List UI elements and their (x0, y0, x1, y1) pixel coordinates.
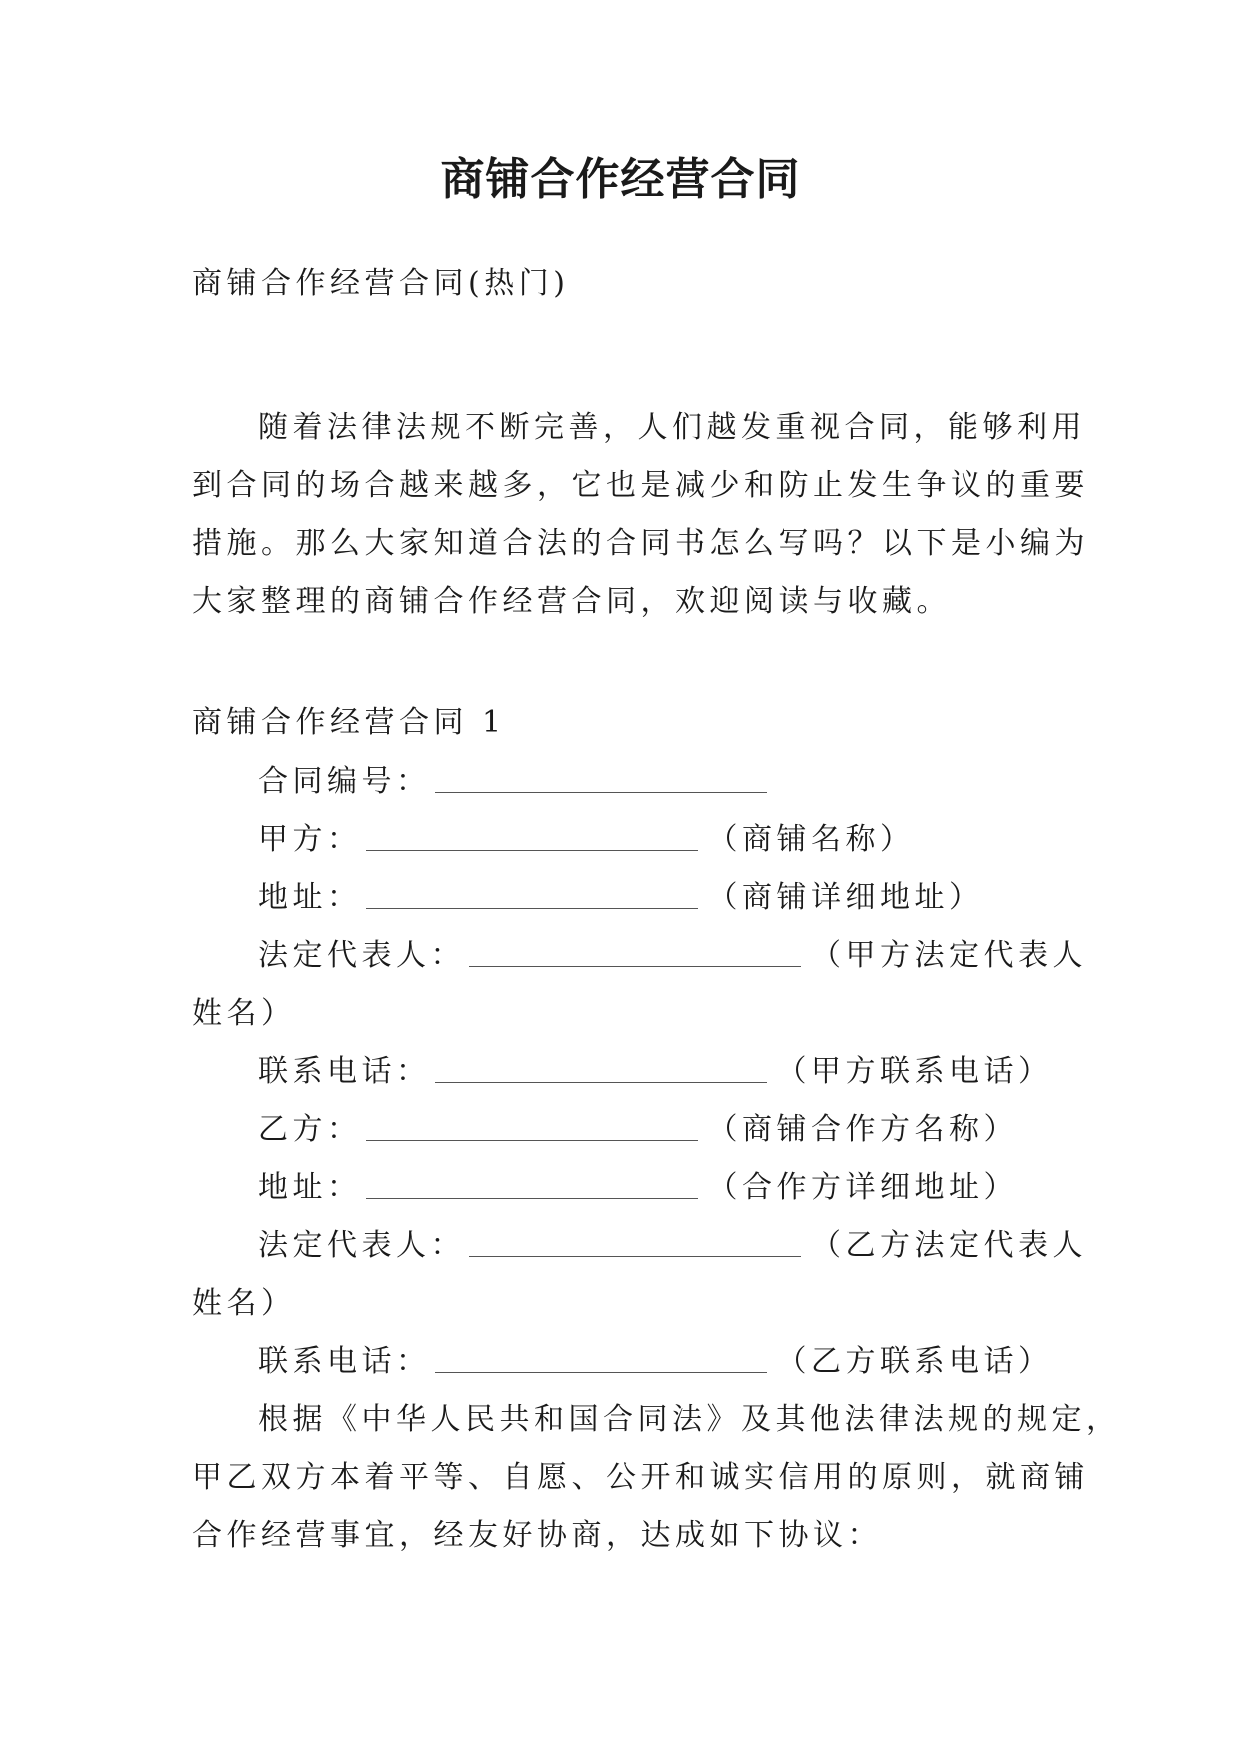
field-note: （商铺名称） (707, 822, 915, 857)
field-party-a-address (258, 878, 984, 918)
intro-line: 大家整理的商铺合作经营合同，欢迎阅读与收藏。 (192, 584, 951, 619)
field-note-wrap: 姓名） (192, 996, 296, 1031)
field-party-b-phone (258, 1342, 1053, 1382)
fill-in-blank (435, 1052, 767, 1083)
field-label: 法定代表人： (258, 938, 465, 973)
field-label: 地址： (258, 1170, 362, 1205)
agreement-line: 甲乙双方本着平等、自愿、公开和诚实信用的原则，就商铺 (192, 1460, 1089, 1495)
field-party-b-address (258, 1168, 1018, 1208)
field-note: （合作方详细地址） (707, 1170, 1018, 1205)
intro-line: 随着法律法规不断完善，人们越发重视合同，能够利用 (258, 410, 1086, 445)
field-label: 法定代表人： (258, 1228, 465, 1263)
fill-in-blank (435, 762, 767, 793)
agreement-line: 合作经营事宜，经友好协商，达成如下协议： (192, 1518, 882, 1553)
fill-in-blank (366, 878, 698, 909)
fill-in-blank (435, 1342, 767, 1373)
field-label: 乙方： (258, 1112, 362, 1147)
document-subtitle: 商铺合作经营合同(热门) (192, 266, 570, 301)
intro-line: 到合同的场合越来越多，它也是减少和防止发生争议的重要 (192, 468, 1089, 503)
section-heading: 商铺合作经营合同 1 (192, 705, 506, 740)
field-label: 甲方： (258, 822, 362, 857)
field-label: 联系电话： (258, 1344, 431, 1379)
field-party-a-phone (258, 1052, 1053, 1092)
intro-line: 措施。那么大家知道合法的合同书怎么写吗？以下是小编为 (192, 526, 1089, 561)
field-contract-number (258, 762, 777, 802)
field-party-a (258, 820, 915, 860)
field-label: 地址： (258, 880, 362, 915)
document-title: 商铺合作经营合同 (440, 154, 801, 205)
fill-in-blank (469, 936, 801, 967)
field-label: 合同编号： (258, 764, 431, 799)
field-note: （甲方法定代表人 (811, 938, 1087, 973)
field-label: 联系电话： (258, 1054, 431, 1089)
field-note: （乙方联系电话） (776, 1344, 1053, 1379)
fill-in-blank (469, 1226, 801, 1257)
field-note-wrap: 姓名） (192, 1286, 296, 1321)
field-note: （乙方法定代表人 (811, 1228, 1087, 1263)
fill-in-blank (366, 1110, 698, 1141)
field-note: （商铺详细地址） (707, 880, 984, 915)
agreement-line: 根据《中华人民共和国合同法》及其他法律法规的规定， (258, 1402, 1121, 1437)
field-note: （商铺合作方名称） (707, 1112, 1018, 1147)
field-note: （甲方联系电话） (776, 1054, 1053, 1089)
field-party-a-legal-rep (258, 936, 1087, 976)
fill-in-blank (366, 820, 698, 851)
field-party-b (258, 1110, 1018, 1150)
fill-in-blank (366, 1168, 698, 1199)
field-party-b-legal-rep (258, 1226, 1087, 1266)
